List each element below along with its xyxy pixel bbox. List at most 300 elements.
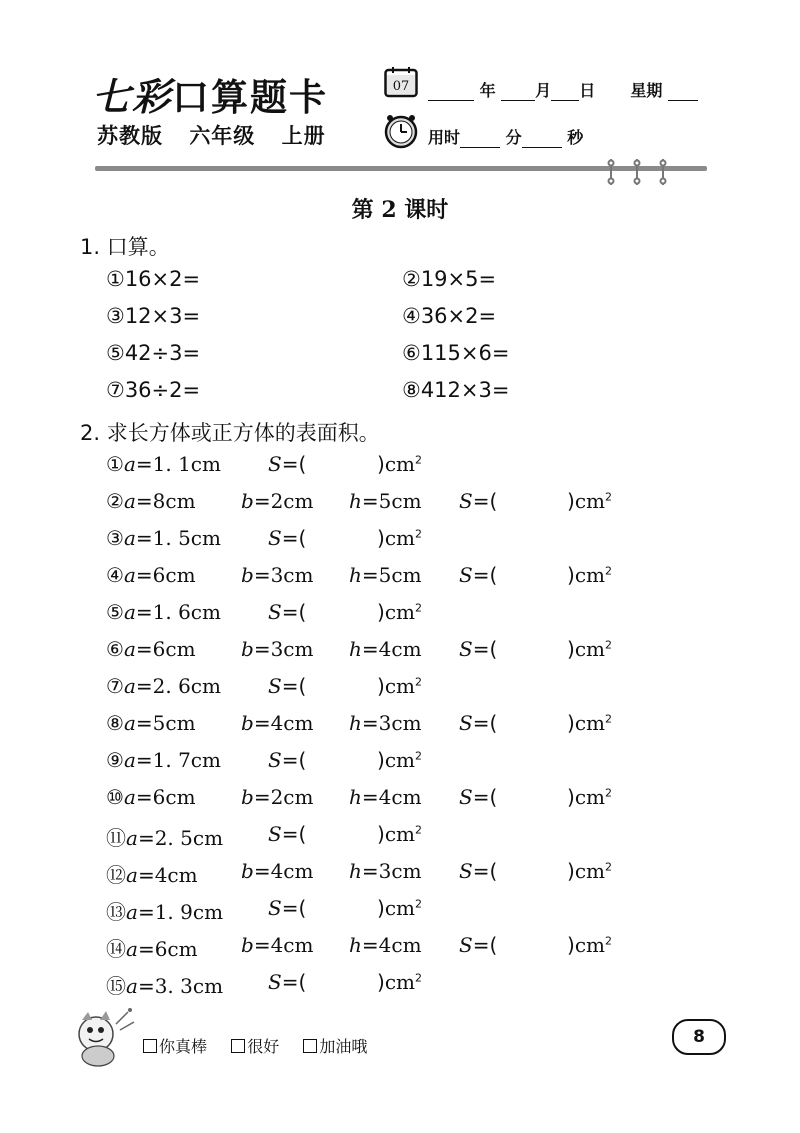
unit-exponent: 2 xyxy=(414,675,422,689)
equals-sign: = xyxy=(281,822,299,846)
var-s: S xyxy=(268,896,282,920)
value-a: 6cm xyxy=(152,563,196,587)
item-number: ⑤ xyxy=(106,600,124,624)
unit-exponent: 2 xyxy=(414,527,422,541)
equals-sign: = xyxy=(472,563,490,587)
answer-unit xyxy=(377,896,422,920)
item-number: ⑥ xyxy=(106,637,124,661)
date-week-label: 星期 xyxy=(630,81,663,100)
answer-paren-close: ) xyxy=(377,896,385,920)
unit: cm xyxy=(574,637,605,661)
dimension-h xyxy=(349,489,422,513)
equals-sign: = xyxy=(253,933,271,957)
var-b: b xyxy=(241,711,254,735)
surface-area-item xyxy=(106,489,196,513)
calc-item: ④36×2= xyxy=(402,304,497,328)
var-a: a xyxy=(126,863,138,887)
var-a: a xyxy=(126,974,138,998)
value-b: 3cm xyxy=(270,637,314,661)
date-month-label: 月 xyxy=(535,81,552,100)
surface-area-item xyxy=(106,526,221,550)
value-a: 3. 3cm xyxy=(154,974,224,998)
checkbox-excellent[interactable] xyxy=(143,1039,157,1053)
value-a: 1. 7cm xyxy=(152,748,221,772)
dimension-h xyxy=(349,563,422,587)
answer-paren-close: ) xyxy=(567,933,575,957)
dimension-b xyxy=(241,563,313,587)
var-s: S xyxy=(459,637,473,661)
var-s: S xyxy=(268,674,282,698)
value-h: 5cm xyxy=(378,489,422,513)
calc-item: ①16×2= xyxy=(106,267,201,291)
equals-sign: = xyxy=(135,489,153,513)
var-s: S xyxy=(459,859,473,883)
answer-paren-open: ( xyxy=(298,896,307,920)
surface-area-item xyxy=(106,674,221,698)
value-h: 5cm xyxy=(378,563,422,587)
dimension-b xyxy=(241,933,313,957)
date-line xyxy=(428,78,698,101)
var-a: a xyxy=(123,600,136,624)
unit: cm xyxy=(384,748,415,772)
equals-sign: = xyxy=(361,933,379,957)
unit: cm xyxy=(384,822,415,846)
surface-area-label xyxy=(268,822,306,846)
equals-sign: = xyxy=(135,452,153,476)
value-a: 1. 5cm xyxy=(152,526,221,550)
answer-field[interactable] xyxy=(326,748,373,774)
equals-sign: = xyxy=(281,600,299,624)
surface-area-label xyxy=(459,933,497,957)
equals-sign: = xyxy=(361,785,379,809)
value-a: 1. 6cm xyxy=(152,600,221,624)
item-number: ② xyxy=(106,489,124,513)
unit-exponent: 2 xyxy=(604,786,612,800)
answer-field[interactable] xyxy=(326,452,373,478)
unit-exponent: 2 xyxy=(414,823,422,837)
value-a: 1. 1cm xyxy=(152,452,221,476)
value-b: 4cm xyxy=(270,933,314,957)
equals-sign: = xyxy=(253,563,271,587)
value-a: 2. 6cm xyxy=(152,674,221,698)
item-number: ⑪ xyxy=(106,826,126,850)
equals-sign: = xyxy=(137,900,155,924)
surface-area-label xyxy=(459,785,497,809)
var-a: a xyxy=(123,748,136,772)
answer-paren-close: ) xyxy=(567,711,575,735)
answer-paren-close: ) xyxy=(377,674,385,698)
date-day-label: 日 xyxy=(579,81,596,100)
var-a: a xyxy=(123,563,136,587)
unit: cm xyxy=(574,711,605,735)
answer-field[interactable] xyxy=(326,600,373,626)
item-number: ⑦ xyxy=(106,674,124,698)
unit: cm xyxy=(574,563,605,587)
answer-paren-open: ( xyxy=(489,785,498,809)
answer-field[interactable] xyxy=(326,970,373,996)
unit: cm xyxy=(384,452,415,476)
date-year-label: 年 xyxy=(479,81,496,100)
equals-sign: = xyxy=(281,452,299,476)
item-number: ⑫ xyxy=(106,863,126,887)
equals-sign: = xyxy=(361,637,379,661)
var-s: S xyxy=(459,489,473,513)
edition-grade: 六年级 xyxy=(189,124,256,148)
answer-unit xyxy=(567,563,612,587)
value-b: 2cm xyxy=(270,489,314,513)
mascot-illustration xyxy=(70,1006,140,1068)
var-b: b xyxy=(241,489,254,513)
option-keep-going: 加油哦 xyxy=(319,1037,368,1056)
equals-sign: = xyxy=(137,937,155,961)
question-2-heading: 2. 求长方体或正方体的表面积。 xyxy=(80,421,380,445)
surface-area-item xyxy=(106,637,196,661)
unit-exponent: 2 xyxy=(604,860,612,874)
answer-field[interactable] xyxy=(326,896,373,922)
answer-paren-close: ) xyxy=(567,637,575,661)
value-a: 4cm xyxy=(154,863,198,887)
option-good: 很好 xyxy=(247,1037,280,1056)
edition-publisher: 苏教版 xyxy=(97,124,163,148)
value-a: 6cm xyxy=(152,637,196,661)
equals-sign: = xyxy=(472,859,490,883)
value-a: 5cm xyxy=(152,711,196,735)
answer-paren-open: ( xyxy=(489,711,498,735)
dimension-b xyxy=(241,489,313,513)
item-number: ⑬ xyxy=(106,900,126,924)
unit-exponent: 2 xyxy=(604,490,612,504)
surface-area-item xyxy=(106,822,223,851)
dimension-h xyxy=(349,933,422,957)
var-a: a xyxy=(126,937,138,961)
surface-area-label xyxy=(459,711,497,735)
calc-item: ⑦36÷2= xyxy=(106,378,201,402)
item-number: ③ xyxy=(106,526,124,550)
var-a: a xyxy=(123,452,136,476)
answer-field[interactable] xyxy=(326,674,373,700)
answer-unit xyxy=(377,600,422,624)
dimension-b xyxy=(241,785,313,809)
answer-unit xyxy=(567,933,612,957)
answer-paren-open: ( xyxy=(298,748,307,772)
equals-sign: = xyxy=(135,526,153,550)
unit: cm xyxy=(574,489,605,513)
answer-paren-open: ( xyxy=(489,489,498,513)
item-number: ④ xyxy=(106,563,124,587)
equals-sign: = xyxy=(361,489,379,513)
item-number: ⑭ xyxy=(106,937,126,961)
equals-sign: = xyxy=(281,526,299,550)
answer-field[interactable] xyxy=(517,785,563,811)
calendar-day: 07 xyxy=(392,79,410,94)
value-h: 3cm xyxy=(378,711,422,735)
var-a: a xyxy=(123,489,136,513)
var-s: S xyxy=(268,970,282,994)
dimension-h xyxy=(349,859,422,883)
var-h: h xyxy=(349,859,362,883)
calc-item: ⑤42÷3= xyxy=(106,341,201,365)
surface-area-label xyxy=(459,859,497,883)
calc-item: ⑧412×3= xyxy=(402,378,510,402)
dimension-h xyxy=(349,637,422,661)
equals-sign: = xyxy=(135,600,153,624)
answer-paren-close: ) xyxy=(377,452,385,476)
answer-unit xyxy=(377,452,422,476)
answer-paren-open: ( xyxy=(489,859,498,883)
item-number: ⑩ xyxy=(106,785,124,809)
equals-sign: = xyxy=(137,974,155,998)
var-s: S xyxy=(268,526,282,550)
answer-unit xyxy=(567,489,612,513)
var-b: b xyxy=(241,637,254,661)
edition-volume: 上册 xyxy=(281,124,326,148)
var-a: a xyxy=(123,785,136,809)
answer-unit xyxy=(377,970,422,994)
answer-paren-close: ) xyxy=(567,563,575,587)
item-number: ⑮ xyxy=(106,974,126,998)
answer-paren-close: ) xyxy=(377,970,385,994)
unit: cm xyxy=(384,526,415,550)
unit: cm xyxy=(384,600,415,624)
answer-paren-close: ) xyxy=(377,526,385,550)
surface-area-label xyxy=(459,489,497,513)
unit: cm xyxy=(574,859,605,883)
answer-field[interactable] xyxy=(517,637,563,663)
var-h: h xyxy=(349,785,362,809)
answer-unit xyxy=(377,674,422,698)
answer-paren-open: ( xyxy=(489,637,498,661)
answer-paren-close: ) xyxy=(567,489,575,513)
answer-paren-open: ( xyxy=(489,563,498,587)
dimension-b xyxy=(241,711,313,735)
dimension-b xyxy=(241,859,313,883)
var-s: S xyxy=(459,711,473,735)
var-s: S xyxy=(459,785,473,809)
var-b: b xyxy=(241,563,254,587)
value-b: 4cm xyxy=(270,711,314,735)
dimension-h xyxy=(349,785,422,809)
surface-area-item xyxy=(106,970,223,999)
brand-qi: 七彩 xyxy=(92,74,173,119)
answer-field[interactable] xyxy=(517,933,563,959)
surface-area-label xyxy=(268,674,306,698)
surface-area-item xyxy=(106,563,196,587)
unit: cm xyxy=(574,785,605,809)
time-label: 用时 xyxy=(428,128,461,147)
unit-exponent: 2 xyxy=(414,453,422,467)
equals-sign: = xyxy=(472,785,490,809)
value-h: 4cm xyxy=(378,933,422,957)
edition-line xyxy=(97,120,344,150)
surface-area-label xyxy=(459,637,497,661)
equals-sign: = xyxy=(361,563,379,587)
unit: cm xyxy=(384,896,415,920)
var-s: S xyxy=(268,600,282,624)
answer-paren-open: ( xyxy=(298,600,307,624)
equals-sign: = xyxy=(135,674,153,698)
surface-area-item xyxy=(106,896,223,925)
unit-exponent: 2 xyxy=(414,971,422,985)
option-excellent: 你真棒 xyxy=(159,1037,208,1056)
answer-unit xyxy=(567,711,612,735)
answer-unit xyxy=(377,822,422,846)
surface-area-label xyxy=(268,526,306,550)
value-h: 3cm xyxy=(378,859,422,883)
equals-sign: = xyxy=(253,711,271,735)
equals-sign: = xyxy=(137,826,155,850)
answer-unit xyxy=(377,526,422,550)
surface-area-label xyxy=(268,970,306,994)
answer-field[interactable] xyxy=(326,526,373,552)
surface-area-label xyxy=(268,452,306,476)
value-b: 4cm xyxy=(270,859,314,883)
unit: cm xyxy=(384,674,415,698)
var-h: h xyxy=(349,637,362,661)
equals-sign: = xyxy=(253,785,271,809)
var-h: h xyxy=(349,489,362,513)
answer-field[interactable] xyxy=(517,489,563,515)
answer-paren-open: ( xyxy=(298,674,307,698)
equals-sign: = xyxy=(472,637,490,661)
var-a: a xyxy=(126,826,138,850)
calc-item: ③12×3= xyxy=(106,304,201,328)
answer-paren-open: ( xyxy=(298,452,307,476)
answer-unit xyxy=(567,637,612,661)
equals-sign: = xyxy=(472,933,490,957)
var-a: a xyxy=(123,674,136,698)
equals-sign: = xyxy=(135,637,153,661)
answer-unit xyxy=(377,748,422,772)
answer-field[interactable] xyxy=(517,563,563,589)
var-h: h xyxy=(349,933,362,957)
var-b: b xyxy=(241,785,254,809)
answer-unit xyxy=(567,859,612,883)
answer-field[interactable] xyxy=(517,711,563,737)
surface-area-label xyxy=(459,563,497,587)
surface-area-label xyxy=(268,896,306,920)
equals-sign: = xyxy=(137,863,155,887)
var-a: a xyxy=(123,637,136,661)
self-assessment xyxy=(143,1034,367,1057)
var-a: a xyxy=(123,526,136,550)
answer-paren-close: ) xyxy=(377,748,385,772)
value-b: 3cm xyxy=(270,563,314,587)
var-b: b xyxy=(241,859,254,883)
unit: cm xyxy=(384,970,415,994)
time-line xyxy=(428,125,583,148)
surface-area-item xyxy=(106,748,221,772)
var-a: a xyxy=(126,900,138,924)
unit-exponent: 2 xyxy=(604,712,612,726)
checkbox-good[interactable] xyxy=(231,1039,245,1053)
value-h: 4cm xyxy=(378,637,422,661)
answer-paren-close: ) xyxy=(377,822,385,846)
unit-exponent: 2 xyxy=(414,749,422,763)
calendar-icon xyxy=(384,66,418,98)
var-a: a xyxy=(123,711,136,735)
answer-paren-close: ) xyxy=(567,785,575,809)
answer-paren-close: ) xyxy=(567,859,575,883)
value-a: 1. 9cm xyxy=(154,900,224,924)
equals-sign: = xyxy=(361,859,379,883)
answer-paren-open: ( xyxy=(298,822,307,846)
time-sec-label: 秒 xyxy=(567,128,584,147)
equals-sign: = xyxy=(135,563,153,587)
clock-icon xyxy=(383,113,419,149)
value-a: 2. 5cm xyxy=(154,826,224,850)
equals-sign: = xyxy=(281,896,299,920)
time-min-label: 分 xyxy=(505,128,522,147)
answer-unit xyxy=(567,785,612,809)
surface-area-label xyxy=(268,600,306,624)
var-s: S xyxy=(268,822,282,846)
brand-name: 口算题卡 xyxy=(172,75,329,119)
equals-sign: = xyxy=(253,637,271,661)
unit-exponent: 2 xyxy=(414,601,422,615)
value-a: 6cm xyxy=(152,785,196,809)
surface-area-item xyxy=(106,600,221,624)
unit-exponent: 2 xyxy=(604,638,612,652)
surface-area-item xyxy=(106,785,196,809)
item-number: ⑨ xyxy=(106,748,124,772)
checkbox-keep-going[interactable] xyxy=(303,1039,317,1053)
divider-ornament xyxy=(605,157,675,187)
surface-area-item xyxy=(106,859,198,888)
unit-exponent: 2 xyxy=(414,897,422,911)
answer-paren-open: ( xyxy=(298,526,307,550)
equals-sign: = xyxy=(135,748,153,772)
var-s: S xyxy=(268,748,282,772)
item-number: ① xyxy=(106,452,124,476)
var-h: h xyxy=(349,711,362,735)
answer-field[interactable] xyxy=(517,859,563,885)
answer-paren-open: ( xyxy=(489,933,498,957)
surface-area-item xyxy=(106,452,221,476)
answer-paren-open: ( xyxy=(298,970,307,994)
var-s: S xyxy=(268,452,282,476)
var-b: b xyxy=(241,933,254,957)
value-a: 8cm xyxy=(152,489,196,513)
surface-area-item xyxy=(106,711,196,735)
equals-sign: = xyxy=(472,489,490,513)
dimension-h xyxy=(349,711,422,735)
equals-sign: = xyxy=(253,489,271,513)
surface-area-item xyxy=(106,933,198,962)
var-s: S xyxy=(459,563,473,587)
calc-item: ⑥115×6= xyxy=(402,341,510,365)
equals-sign: = xyxy=(281,748,299,772)
question-1-heading: 1. 口算。 xyxy=(80,235,170,259)
value-a: 6cm xyxy=(154,937,198,961)
surface-area-label xyxy=(268,748,306,772)
unit-exponent: 2 xyxy=(604,934,612,948)
var-s: S xyxy=(459,933,473,957)
equals-sign: = xyxy=(281,970,299,994)
var-h: h xyxy=(349,563,362,587)
answer-paren-close: ) xyxy=(377,600,385,624)
equals-sign: = xyxy=(361,711,379,735)
dimension-b xyxy=(241,637,313,661)
answer-field[interactable] xyxy=(326,822,373,848)
item-number: ⑧ xyxy=(106,711,124,735)
value-h: 4cm xyxy=(378,785,422,809)
page-number: 8 xyxy=(672,1019,726,1055)
brand-title xyxy=(92,66,328,121)
equals-sign: = xyxy=(281,674,299,698)
unit: cm xyxy=(574,933,605,957)
equals-sign: = xyxy=(472,711,490,735)
unit-exponent: 2 xyxy=(604,564,612,578)
